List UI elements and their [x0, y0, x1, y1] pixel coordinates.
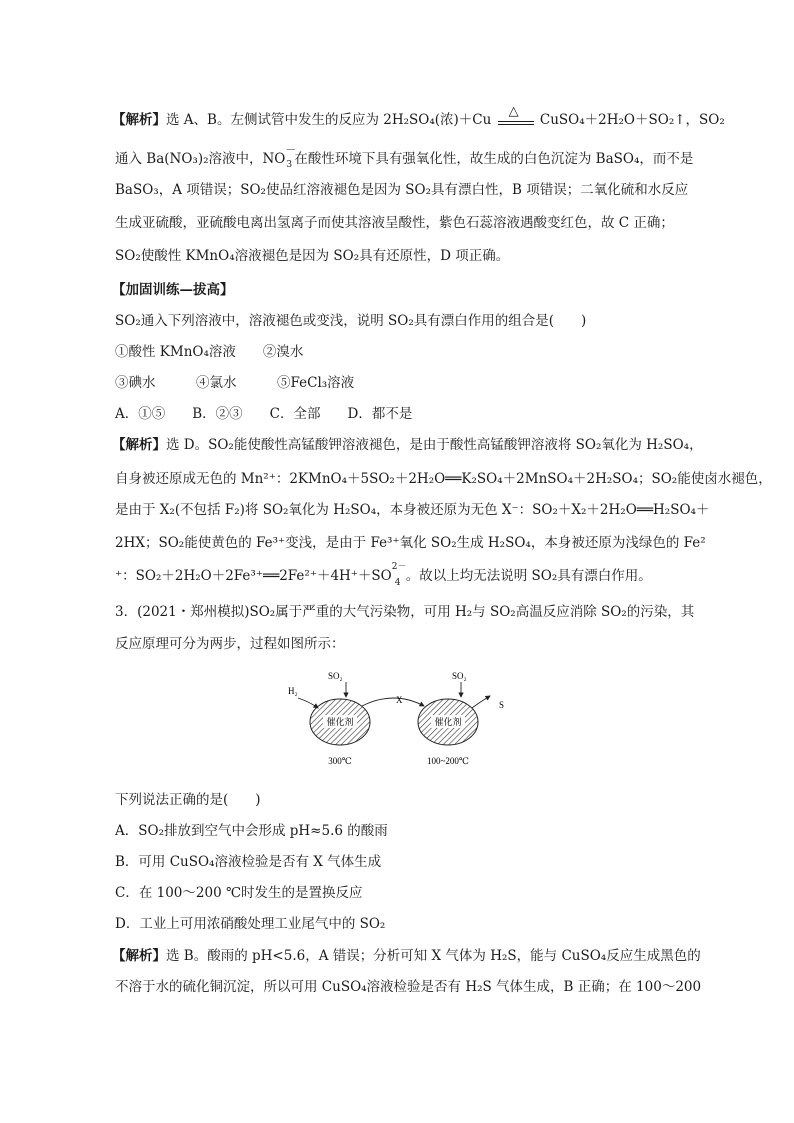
option-a: A．SO₂排放到空气中会形成 pH≈5.6 的酸雨	[115, 823, 388, 839]
heating-condition: △	[508, 103, 519, 119]
analysis-text: 选 A、B。左侧试管中发生的反应为 2H₂SO₄(浓)＋Cu	[166, 112, 492, 128]
nitrate-charge	[285, 143, 297, 170]
temp-left-label: 300℃	[328, 756, 352, 766]
h2-label: H₂	[288, 686, 298, 696]
analysis-label: 【解析】	[112, 112, 166, 128]
analysis-line-1	[112, 103, 725, 131]
sulfate-charge	[391, 562, 407, 588]
catalyst-left-label: 催化剂	[326, 717, 354, 727]
heating-equals-sign	[496, 103, 536, 131]
analysis-line-3: BaSO₃，A 项错误；SO₂使品红溶液褪色是因为 SO₂具有漂白性，B 项错误；二氧化硫和水反应	[115, 182, 689, 198]
s-label: S	[499, 700, 505, 710]
analysis2-line-1	[112, 435, 703, 455]
analysis2-line-5	[115, 562, 687, 588]
analysis-label: 【解析】	[112, 437, 166, 453]
analysis-line-4: 生成亚硫酸，亚硫酸电离出氢离子而使其溶液呈酸性，紫色石蕊溶液遇酸变红色，故 C 正确；	[115, 215, 674, 231]
option-d: D．工业上可用浓硝酸处理工业尾气中的 SO₂	[115, 916, 386, 932]
analysis3-line-2: 不溶于水的硫化铜沉淀，所以可用 CuSO₄溶液检验是否有 H₂S 气体生成，B 正确；在 100～200	[115, 979, 702, 995]
s-arrow	[472, 696, 490, 708]
so2-right-label: SO₂	[452, 671, 467, 681]
charge-mark: 2－	[391, 562, 407, 572]
text: ⁺：SO₂＋2H₂O＋2Fe³⁺══2Fe²⁺＋4H⁺＋SO	[115, 568, 392, 584]
analysis3-line-1	[112, 946, 701, 966]
text: 在酸性环境下具有强氧化性，故生成的白色沉淀为 BaSO₄，而不是	[294, 151, 694, 167]
x-label: X	[396, 695, 403, 705]
x-arrow	[362, 698, 424, 706]
options-line-2: ③碘水 ④氯水 ⑤FeCl₃溶液	[115, 375, 355, 391]
analysis2-line-2: 自身被还原成无色的 Mn²⁺：2KMnO₄＋5SO₂＋2H₂O══K₂SO₄＋2MnSO₄＋2H₂SO₄；SO₂能使卤水褪色，	[115, 471, 772, 487]
catalyst-right-label: 催化剂	[434, 717, 462, 727]
so2-left-label: SO₂	[328, 671, 343, 681]
option-c: C．在 100～200 ℃时发生的是置换反应	[115, 885, 363, 901]
h2-arrow	[298, 698, 318, 708]
analysis-line-2	[115, 143, 694, 170]
text: 选 D。SO₂能使酸性高锰酸钾溶液褪色，是由于酸性高锰酸钾溶液将 SO₂氧化为 H₂SO₄，	[166, 437, 703, 453]
analysis-label: 【解析】	[112, 948, 166, 964]
text: 通入 Ba(NO₃)₂溶液中，NO	[115, 151, 286, 167]
question3-prompt: 下列说法正确的是( )	[115, 792, 261, 808]
analysis2-line-4: 2HX；SO₂能使黄色的 Fe³⁺变浅，是由于 Fe³⁺氧化 SO₂生成 H₂SO₄，本身被还原为浅绿色的 Fe²	[115, 535, 706, 551]
question3-stem-1: 3．(2021・郑州模拟)SO₂属于严重的大气污染物，可用 H₂与 SO₂高温反应消除 SO₂的污染，其	[115, 604, 695, 620]
option-b: B．可用 CuSO₄溶液检验是否有 X 气体生成	[115, 854, 382, 870]
analysis-line-5: SO₂使酸性 KMnO₄溶液褪色是因为 SO₂具有还原性，D 项正确。	[115, 248, 510, 264]
answer-choices: A．①⑤ B．②③ C．全部 D．都不是	[115, 406, 413, 422]
analysis-text-end: CuSO₄＋2H₂O＋SO₂↑，SO₂	[539, 112, 725, 128]
analysis2-line-3: 是由于 X₂(不包括 F₂)将 SO₂氧化为 H₂SO₄，本身被还原为无色 X⁻：SO₂＋X₂＋2H₂O══H₂SO₄＋	[115, 502, 710, 518]
text: 选 B。酸雨的 pH<5.6，A 错误；分析可知 X 气体为 H₂S，能与 CuSO₄反应生成黑色的	[166, 948, 701, 964]
question3-stem-2: 反应原理可分为两步，过程如图所示：	[115, 636, 345, 652]
section-heading: 【加固训练—拔高】	[112, 282, 234, 298]
options-line-1: ①酸性 KMnO₄溶液 ②溴水	[115, 344, 304, 360]
text: 。故以上均无法说明 SO₂具有漂白作用。	[405, 568, 652, 584]
subscript-4: 4	[394, 578, 401, 588]
subscript-3: 3	[286, 160, 293, 170]
question-stem: SO₂通入下列溶液中，溶液褪色或变浅，说明 SO₂具有漂白作用的组合是( )	[115, 313, 587, 329]
reaction-process-diagram	[280, 664, 520, 776]
charge-mark: －	[285, 143, 297, 156]
temp-right-label: 100~200℃	[427, 756, 469, 766]
